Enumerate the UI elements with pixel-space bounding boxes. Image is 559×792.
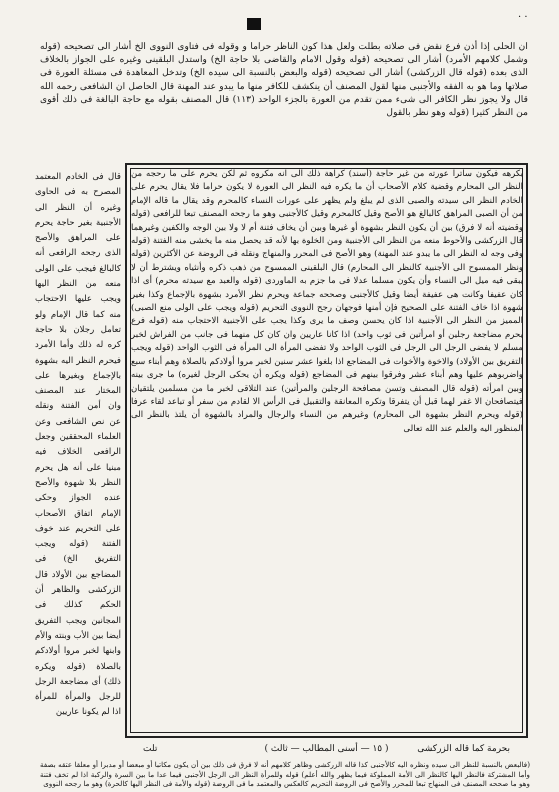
main-text-body: [131, 168, 523, 734]
page-footer: [125, 741, 528, 757]
footnotes: [40, 760, 530, 790]
top-commentary: [40, 40, 528, 160]
corner-mark: · ·: [518, 12, 528, 23]
page-signature: ( ١٥ — أسنى المطالب — ثالث ): [264, 744, 389, 754]
page-marker-block: [247, 18, 261, 30]
main-text: بكرهه فيكون ساترا عورته من غير حاجة (أسند) كراهة ذلك الى انه مكروه ثم لكن يحرم على ما رحجه من النظر الى المحارم وقضية كلام الأصحاب أن ما يكره فيه النظر الى العورة لا يكون حراما فلا يقال يحرم على الخادم النظر الى سيدته والصبى الذى لم يبلغ ولم يظهر على عورات النساء كالمحرم وقد يقال ما قاله الإمام من أن الصبى المراهق كالبالغ هو الأصح وقيل كالمحرم وقيل كالأجنبى وهو ما رجحه المصنف تبعا للرافعى (قوله وقضيته أنه لا فرق) بين أن يكون النظر بشهوة أو غيرها وبين أن يخاف فتنة أم لا ولا بين الوجه والكفين وغيرهما قال الزركشى والأحوط منعه من النظر الى الأجنبية ومن الخلوة بها لأنه قد يحصل منه ما يخشى منه الفتنة (قوله وفى وجه له النظر الى ما يبدو عند المهنة) وهو الأصح فى المحرر والمنهاج ونقله فى الروضة عن الأكثرين (قوله ونظر الممسوح الى الأجنبية كالنظر الى المحارم) قال البلقينى الممسوح من ذهب ذكره وأنثياه ويشترط أن لا يبقى فيه ميل الى النساء وأن يكون مسلما عدلا فى ما جزم به الماوردى (قوله والعبد مع سيدته محرم) أى اذا كان عفيفا وكانت هى عفيفة أيضا وقيل كالأجنبى وصححه جماعة ويحرم نظر الأمرد بشهوة بالإجماع وكذا بغير شهوة اذا خاف الفتنة على الصحيح فإن أمنها فوجهان رجح النووى التحريم (قوله ويجب على الولى منع الصبى) المميز من النظر الى الأجنبية اذا كان يحسن وصف ما يرى وكذا يجب على الأجنبية الاحتجاب منه (قوله فرع يحرم مضاجعة رجلين أو امرأتين فى ثوب واحد) اذا كانا عاريين وان كان كل منهما فى جانب من الفراش لخبر مسلم لا يفضى الرجل الى الرجل فى الثوب الواحد ولا تفضى المرأة الى المرأة فى الثوب الواحد (قوله ويجب التفريق بين الأولاد) والاخوة والأخوات فى المضاجع اذا بلغوا عشر سنين لخبر مروا أولادكم بالصلاة وهم أبناء سبع واضربوهم عليها وهم أبناء عشر وفرقوا بينهم فى المضاجع (قوله ويكره أن يحكى الرجل لغيره) ما جرى بينه وبين امرأته (قوله قال المصنف وتسن مصافحة الرجلين والمرأتين) عند التلاقى لخبر ما من مسلمين يلتقيان فيتصافحان الا غفر لهما قبل أن يتفرقا وتكره المعانقة والتقبيل فى الرأس الا لقادم من سفر أو تباعد لقاء عرفا (قوله ويحرم النظر بشهوة الى المحارم) وغيرهم من النساء والرجال والمراد بالشهوة أن يلتذ بالنظر الى المنظور اليه والعلم عند الله تعالى: [131, 169, 523, 434]
margin-commentary-text: قال فى الخادم المعتمد المصرح به فى الحاوى وغيره أن النظر الى الأجنبية بغير حاجة يحرم على المراهق والأصح الذى رجحه الرافعى أنه كالبالغ فيجب على الولى منعه من النظر اليها ويجب عليها الاحتجاب منه كما قال الإمام ولو تعامل رجلان بلا حاجة كره له ذلك وأما الأمرد فيحرم النظر اليه بشهوة بالإجماع وبغيرها على المختار عند المصنف وان أمن الفتنة ونقله عن نص الشافعى وعن العلماء المحققين وجعل الرافعى الخلاف فيه مبنيا على أنه هل يحرم النظر بلا شهوة والأصح عنده الجواز وحكى الإمام اتفاق الأصحاب على التحريم عند خوف الفتنة (قوله ويجب التفريق الخ) فى المضاجع بين الأولاد قال الزركشى والظاهر أن الحكم كذلك فى المجانين ويجب التفريق أيضا بين الأب وبنته والأم وابنها لخبر مروا أولادكم بالصلاة (قوله ويكره ذلك) أى مضاجعة الرجل للرجل والمرأة للمرأة اذا لم يكونا عاريين: [35, 172, 121, 718]
footer-left-text: تلت: [143, 744, 158, 754]
margin-commentary: [35, 170, 121, 735]
top-commentary-text: ان الحلى إذا أذن فرع نقض فى صلاته بطلت ولعل هذا كون الناظر حراما و وقوله فى فتاوى النووى الخ أشار الى تصحيحه (قوله وشمل كلامهم الأمرد) أشار الى تصحيحه (قوله وقول الامام والقاضى بلا حاجة الخ) واستدل البلقينى وغيره على الجواز بالخلاف الذى بعده (قوله قال الزركشى) أشار الى تصحيحه (قوله والبعض بالنسبة الى سيده الخ) وتدخل المعاهدة فى مسئلة العورة فى صلاتها وما هو به الفقه والأجنبى منها لقول المصنف أن ينكشف للكافر منها ما يبدو عند المهنة قال الحاصل ان الشافعى رحمه الله قال ولا يجوز نظر الكافر الى شىء ممن تقدم من العورة بالجزء الواحد (١١٣) قال المصنف بقوله مع حاجة البالغة فى ذلك أقوى من النظر كثيرا (قوله وهو نظر بالقول: [40, 41, 528, 119]
footnotes-text: (فالبعض بالنسبة للنظر الى سيده ونظره اليه كالأجنبى كذا قاله الزركشى وظاهر كلامهم أنه لا فرق فى ذلك بين أن يكون مكاتبا أو مبعضا أو مدبرا أو معلقا عتقه بصفة وأما المشتركة فالنظر اليها كالنظر الى الأمة المملوكة فيما يظهر والله أعلم) قوله وللمرأة النظر الى الرجل الأجنبى فيما عدا ما بين السرة والركبة اذا لم تخف فتنة وهو ما صححه المصنف فى المنهاج تبعا للمحرر والأصح فى الروضة التحريم كالعكس والمعتمد ما فى الروضة (قوله والأمة فى النظر اليها كالحرة) وهو ما رجحه النووى: [40, 760, 530, 789]
footer-right-text: بحرمة كما قاله الزركشى: [417, 744, 510, 754]
